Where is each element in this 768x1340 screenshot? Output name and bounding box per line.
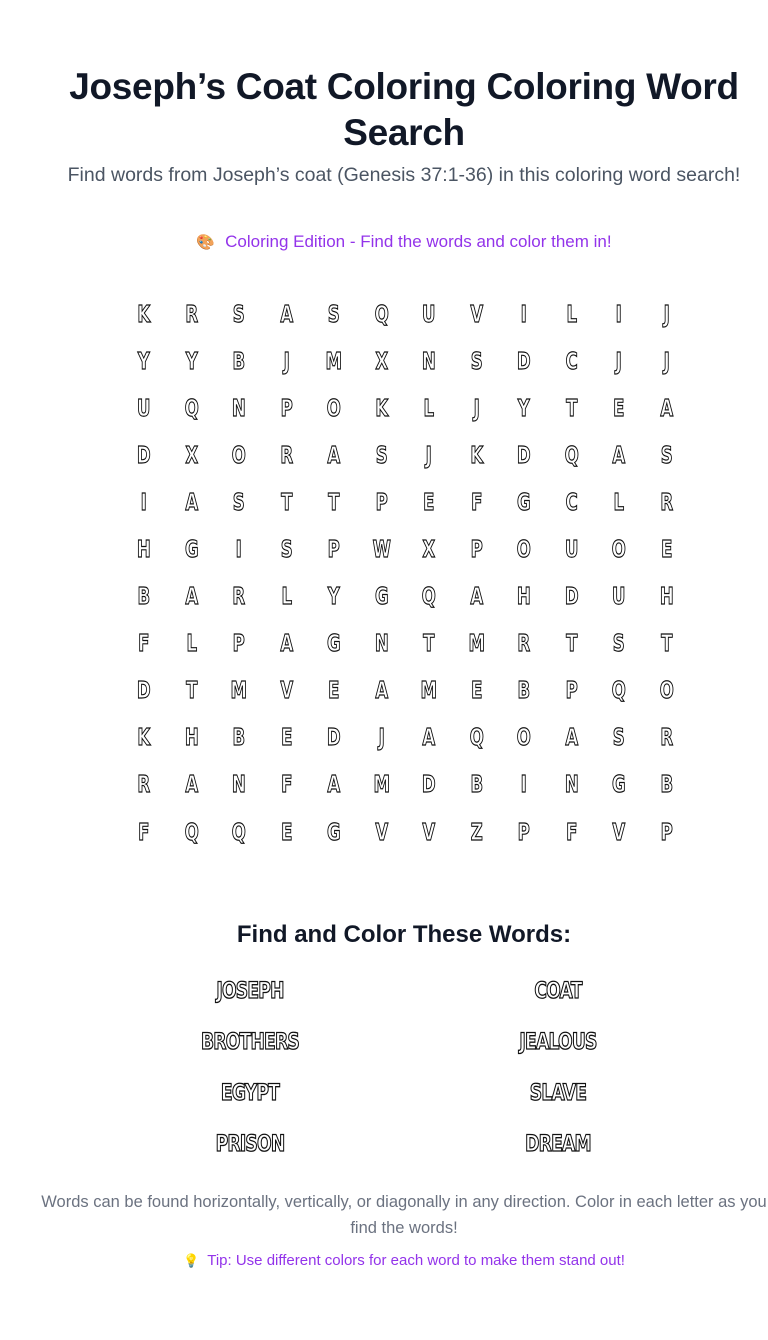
grid-cell[interactable]: L <box>185 631 197 658</box>
grid-cell[interactable]: F <box>280 772 292 799</box>
grid-cell[interactable]: P <box>327 537 340 564</box>
grid-cell[interactable]: P <box>565 678 578 705</box>
grid-cell[interactable]: Q <box>184 395 199 422</box>
grid-cell[interactable]: Y <box>185 348 198 375</box>
grid-cell[interactable]: K <box>137 725 151 752</box>
grid-cell[interactable]: O <box>659 678 674 705</box>
grid-cell[interactable]: T <box>280 489 292 516</box>
grid-cell[interactable]: A <box>279 631 293 658</box>
grid-cell[interactable]: Q <box>564 442 579 469</box>
grid-cell[interactable]: J <box>425 442 432 469</box>
grid-cell[interactable]: A <box>422 725 436 752</box>
grid-cell[interactable]: M <box>325 348 342 375</box>
grid-cell[interactable]: M <box>468 631 485 658</box>
word-list-item: DREAM <box>525 1132 591 1157</box>
grid-cell[interactable]: X <box>184 442 198 469</box>
grid-cell[interactable]: L <box>613 489 625 516</box>
grid-cell[interactable]: E <box>613 395 625 422</box>
grid-cell[interactable]: T <box>328 489 340 516</box>
grid-cell[interactable]: J <box>663 301 670 328</box>
tip-banner <box>40 1249 768 1273</box>
grid-cell[interactable]: A <box>469 584 483 611</box>
grid-cell[interactable]: E <box>470 678 482 705</box>
grid-cell[interactable]: P <box>660 819 673 846</box>
grid-cell[interactable]: R <box>659 725 673 752</box>
grid-cell[interactable]: Y <box>517 395 530 422</box>
grid-cell[interactable]: E <box>660 537 672 564</box>
word-list-item: JEALOUS <box>519 1030 597 1055</box>
word-list-item: BROTHERS <box>200 1030 300 1055</box>
grid-cell[interactable]: Q <box>374 301 389 328</box>
grid-cell[interactable]: O <box>516 725 531 752</box>
word-list-item: COAT <box>534 979 582 1004</box>
grid-cell[interactable]: V <box>422 819 436 846</box>
grid-cell[interactable]: E <box>280 725 292 752</box>
grid-cell[interactable]: S <box>470 348 483 375</box>
grid-cell[interactable]: T <box>185 678 197 705</box>
grid-cell[interactable]: A <box>327 442 341 469</box>
grid-cell[interactable]: A <box>659 395 673 422</box>
grid-cell[interactable]: D <box>516 348 531 375</box>
grid-cell[interactable]: B <box>137 584 151 611</box>
word-list-item: PRISON <box>215 1132 285 1157</box>
grid-cell[interactable]: P <box>232 631 245 658</box>
grid-cell[interactable]: K <box>137 301 151 328</box>
grid-cell[interactable]: U <box>564 537 578 564</box>
grid-cell[interactable]: J <box>615 348 622 375</box>
grid-cell[interactable]: F <box>565 819 577 846</box>
grid-cell[interactable]: G <box>516 489 531 516</box>
grid-cell[interactable]: J <box>283 348 290 375</box>
grid-cell[interactable]: F <box>138 631 150 658</box>
grid-cell[interactable]: D <box>516 442 531 469</box>
grid-cell[interactable]: V <box>374 819 388 846</box>
grid-cell[interactable]: D <box>136 442 151 469</box>
grid-cell[interactable]: U <box>422 301 436 328</box>
grid-cell[interactable]: G <box>184 537 199 564</box>
grid-cell[interactable]: I <box>615 301 622 328</box>
grid-cell[interactable]: S <box>280 537 293 564</box>
page-subtitle: Find words from Joseph’s coat (Genesis 37:1-36) in this coloring word search! <box>67 164 741 186</box>
grid-cell[interactable]: G <box>374 584 389 611</box>
grid-cell[interactable]: A <box>184 772 198 799</box>
grid-cell[interactable]: H <box>516 584 531 611</box>
grid-cell[interactable]: G <box>326 819 341 846</box>
grid-cell[interactable]: V <box>469 301 483 328</box>
word-list-item: JOSEPH <box>216 979 284 1004</box>
grid-cell[interactable]: E <box>328 678 340 705</box>
grid-cell[interactable]: S <box>612 631 625 658</box>
grid-cell[interactable]: N <box>374 631 389 658</box>
grid-cell[interactable]: B <box>469 772 483 799</box>
grid-cell[interactable]: P <box>280 395 293 422</box>
grid-cell[interactable]: K <box>374 395 388 422</box>
grid-cell[interactable]: T <box>565 395 577 422</box>
grid-cell[interactable]: Z <box>470 819 483 846</box>
grid-cell[interactable]: R <box>279 442 293 469</box>
lightbulb-icon: 💡 <box>183 1253 200 1268</box>
page-title: Joseph’s Coat Coloring Coloring Word Search <box>69 66 739 153</box>
grid-cell[interactable]: X <box>422 537 436 564</box>
grid-cell[interactable]: S <box>660 442 673 469</box>
word-list-item: EGYPT <box>220 1081 280 1106</box>
grid-cell[interactable]: N <box>421 348 436 375</box>
grid-cell[interactable]: T <box>423 631 435 658</box>
grid-cell[interactable]: S <box>232 489 245 516</box>
grid-cell[interactable]: B <box>659 772 673 799</box>
grid-cell[interactable]: D <box>564 584 579 611</box>
grid-cell[interactable]: A <box>279 301 293 328</box>
grid-cell[interactable]: K <box>469 442 483 469</box>
word-search-grid <box>120 291 690 856</box>
grid-cell[interactable]: F <box>138 819 150 846</box>
palette-icon: 🎨 <box>196 234 216 251</box>
grid-cell[interactable]: G <box>611 772 626 799</box>
grid-cell[interactable]: H <box>659 584 674 611</box>
grid-cell[interactable]: O <box>516 537 531 564</box>
grid-cell[interactable]: F <box>470 489 482 516</box>
grid-cell[interactable]: B <box>232 348 246 375</box>
word-list-title: Find and Color These Words: <box>236 921 572 948</box>
grid-cell[interactable]: U <box>612 584 626 611</box>
grid-cell[interactable]: J <box>663 348 670 375</box>
grid-cell[interactable]: Q <box>421 584 436 611</box>
grid-cell[interactable]: D <box>421 772 436 799</box>
grid-cell[interactable]: I <box>140 489 147 516</box>
grid-cell[interactable]: G <box>326 631 341 658</box>
grid-cell[interactable]: M <box>230 678 247 705</box>
grid-cell[interactable]: R <box>659 489 673 516</box>
grid-cell[interactable]: S <box>232 301 245 328</box>
grid-cell[interactable]: A <box>184 584 198 611</box>
grid-cell[interactable]: Q <box>611 678 626 705</box>
grid-cell[interactable]: S <box>375 442 388 469</box>
grid-cell[interactable]: I <box>520 772 527 799</box>
grid-cell[interactable]: A <box>327 772 341 799</box>
grid-cell[interactable]: L <box>565 301 577 328</box>
edition-text: Coloring Edition - Find the words and color them in! <box>225 232 612 251</box>
instructions-text: Words can be found horizontally, vertically, or diagonally in any direction. Color in each letter as you find the words! <box>41 1193 767 1237</box>
tip-text: Tip: Use different colors for each word to make them stand out! <box>207 1252 625 1269</box>
grid-cell[interactable]: M <box>373 772 390 799</box>
grid-cell[interactable]: N <box>231 395 246 422</box>
grid-cell[interactable]: A <box>612 442 626 469</box>
grid-cell[interactable]: A <box>184 489 198 516</box>
grid-cell[interactable]: Y <box>327 584 340 611</box>
grid-cell[interactable]: T <box>660 631 672 658</box>
grid-cell[interactable]: C <box>565 348 578 375</box>
grid-cell[interactable]: L <box>423 395 435 422</box>
grid-cell[interactable]: L <box>280 584 292 611</box>
grid-cell[interactable]: H <box>136 537 151 564</box>
word-list-item: SLAVE <box>529 1081 587 1106</box>
grid-cell[interactable]: N <box>564 772 579 799</box>
grid-cell[interactable]: Y <box>137 348 150 375</box>
grid-cell[interactable]: U <box>137 395 151 422</box>
grid-cell[interactable]: Q <box>231 819 246 846</box>
grid-cell[interactable]: T <box>565 631 577 658</box>
word-list <box>96 975 712 1179</box>
grid-cell[interactable]: E <box>280 819 292 846</box>
grid-cell[interactable]: I <box>520 301 527 328</box>
grid-cell[interactable]: S <box>612 725 625 752</box>
grid-cell[interactable]: B <box>517 678 531 705</box>
grid-cell[interactable]: A <box>374 678 388 705</box>
grid-cell[interactable]: E <box>423 489 435 516</box>
grid-cell[interactable]: Q <box>469 725 484 752</box>
grid-cell[interactable]: W <box>372 537 391 564</box>
grid-cell[interactable]: O <box>326 395 341 422</box>
grid-cell[interactable]: O <box>611 537 626 564</box>
grid-cell[interactable]: V <box>612 819 626 846</box>
grid-cell[interactable]: O <box>231 442 246 469</box>
grid-cell[interactable]: X <box>374 348 388 375</box>
grid-cell[interactable]: I <box>235 537 242 564</box>
grid-cell[interactable]: P <box>470 537 483 564</box>
grid-cell[interactable]: C <box>565 489 578 516</box>
grid-cell[interactable]: B <box>232 725 246 752</box>
grid-cell[interactable]: P <box>517 819 530 846</box>
grid-cell[interactable]: R <box>184 301 198 328</box>
grid-cell[interactable]: A <box>564 725 578 752</box>
grid-cell[interactable]: R <box>137 772 151 799</box>
grid-cell[interactable]: D <box>136 678 151 705</box>
edition-banner <box>0 229 768 256</box>
grid-cell[interactable]: M <box>420 678 437 705</box>
grid-cell[interactable]: J <box>473 395 480 422</box>
grid-cell[interactable]: D <box>326 725 341 752</box>
grid-cell[interactable]: S <box>327 301 340 328</box>
grid-cell[interactable]: N <box>231 772 246 799</box>
grid-cell[interactable]: Q <box>184 819 199 846</box>
grid-cell[interactable]: J <box>378 725 385 752</box>
grid-cell[interactable]: P <box>375 489 388 516</box>
grid-cell[interactable]: H <box>184 725 199 752</box>
grid-cell[interactable]: V <box>279 678 293 705</box>
grid-cell[interactable]: R <box>232 584 246 611</box>
grid-cell[interactable]: R <box>517 631 531 658</box>
